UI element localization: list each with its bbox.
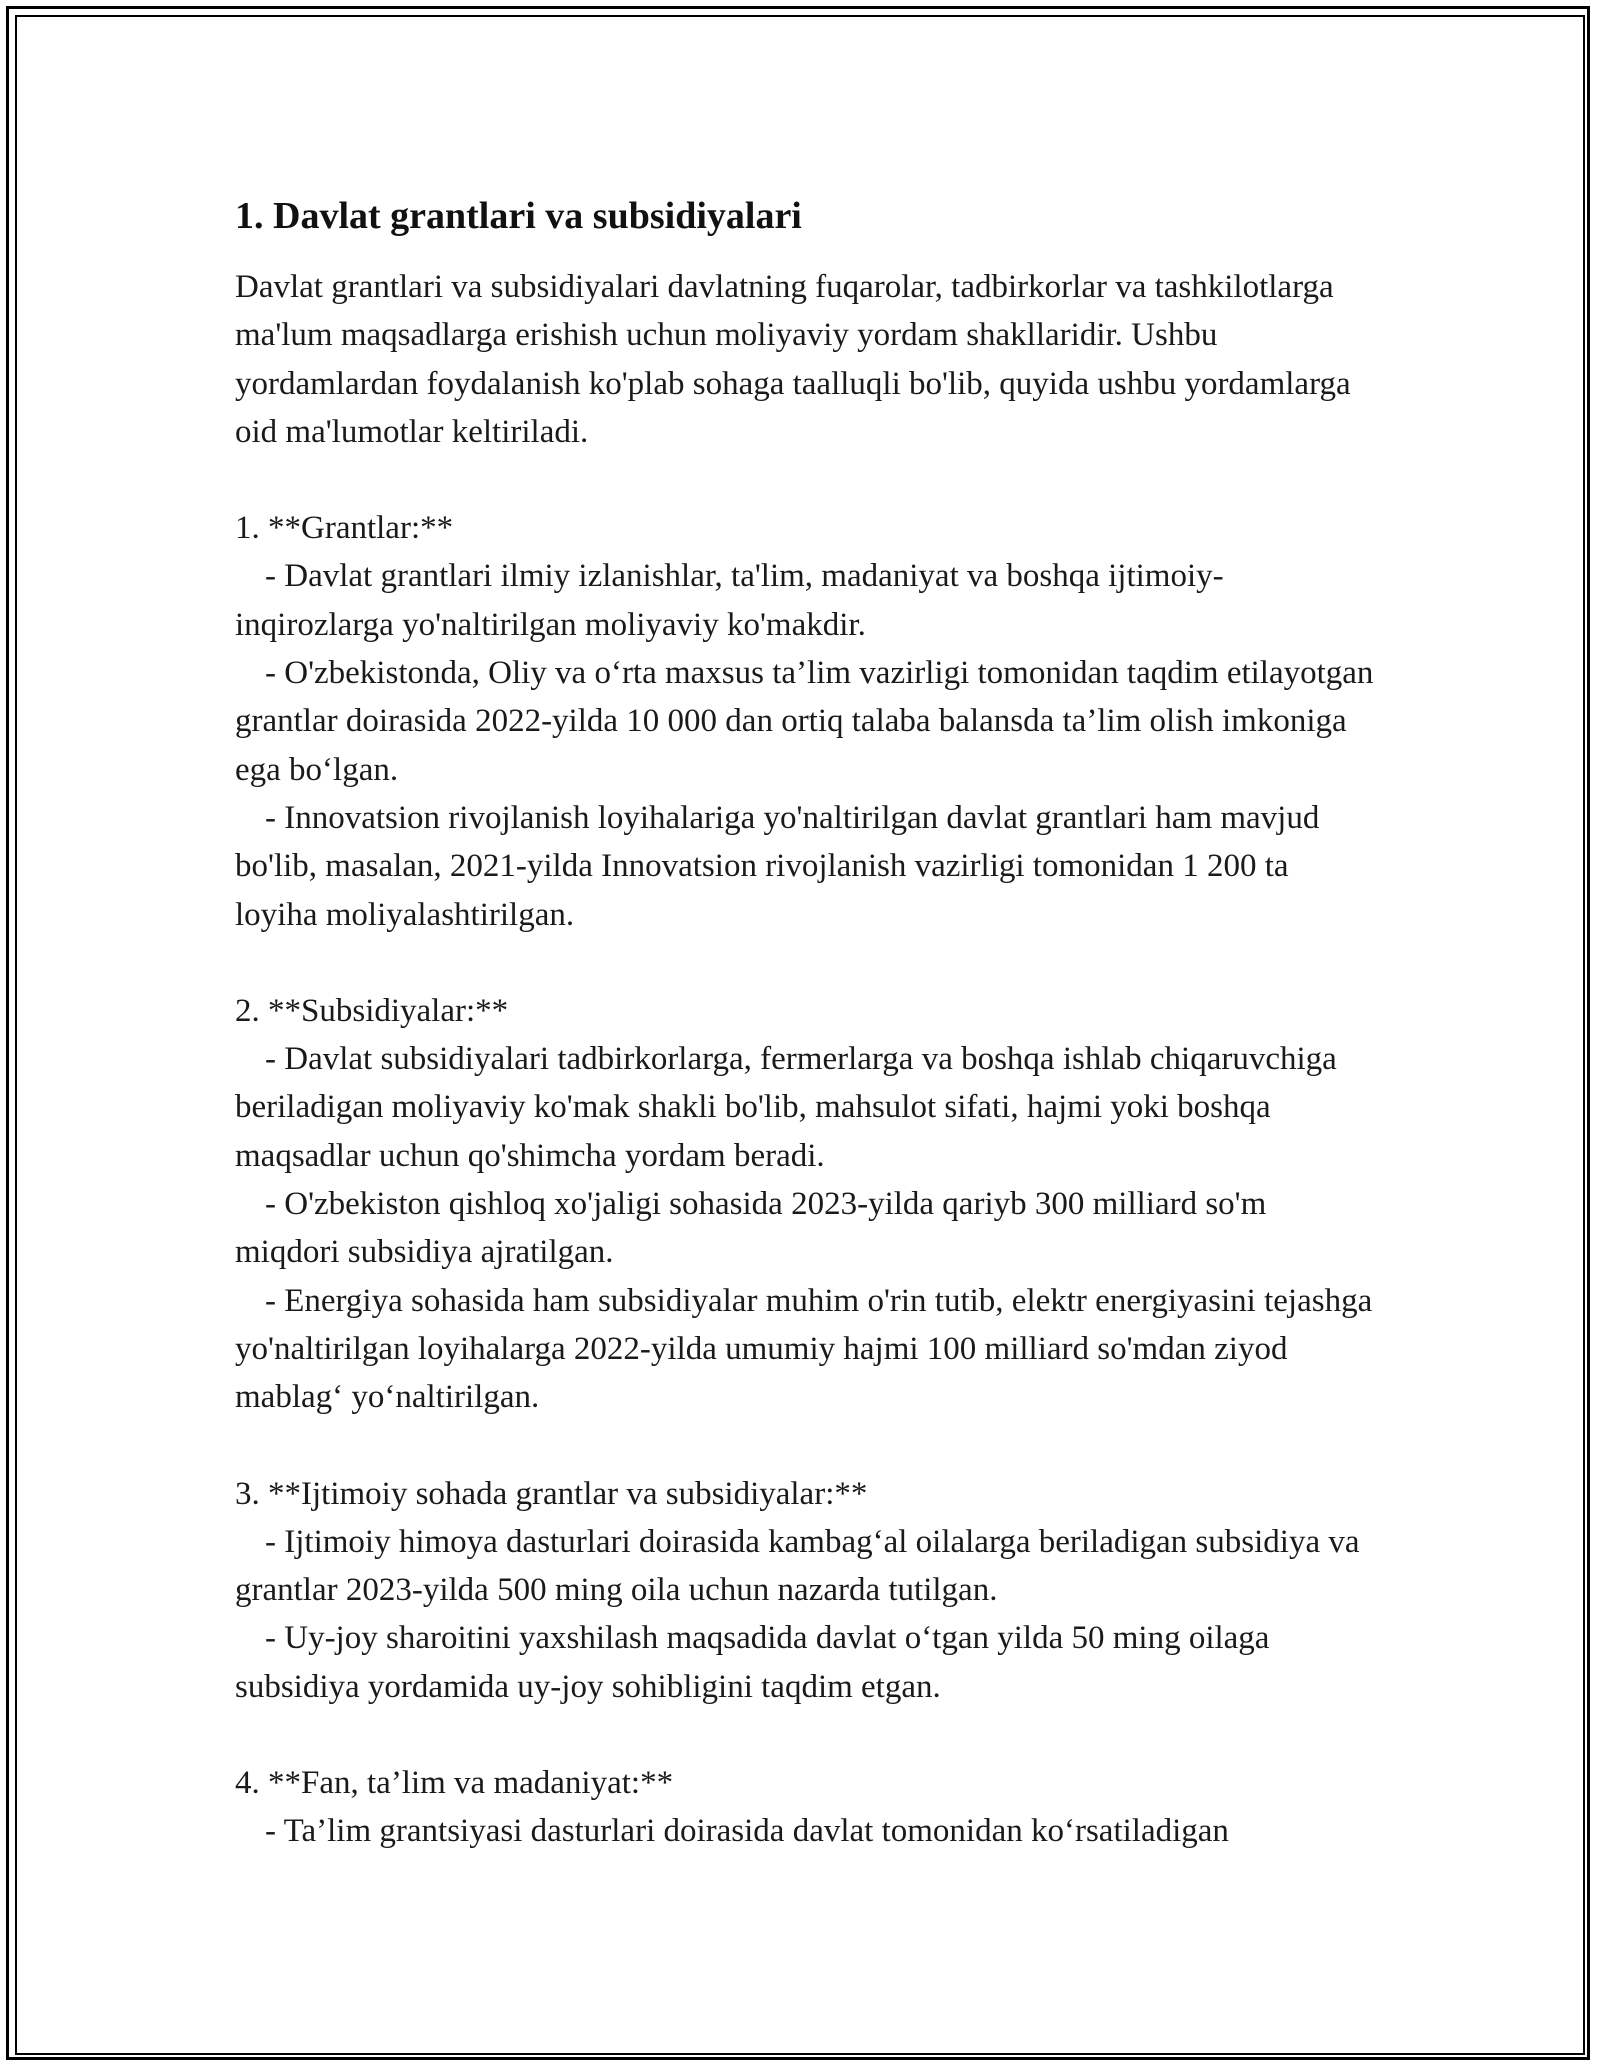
section-subsidiyalar: [235, 987, 1375, 1422]
section-fan-talim: [235, 1759, 1375, 1856]
section-heading: 4. **Fan, ta’lim va madaniyat:**: [235, 1765, 674, 1802]
section-heading: 1. **Grantlar:**: [235, 510, 454, 547]
list-item: - Innovatsion rivojlanish loyihalariga yo'naltirilgan davlat grantlari ham mavjud bo'lib, masalan, 2021-yilda Innovatsion rivojlanish vazirligi tomonidan 1 200 ta loyiha moliyalashtirilgan.: [235, 799, 1320, 933]
section-heading: 2. **Subsidiyalar:**: [235, 992, 509, 1029]
intro-paragraph: Davlat grantlari va subsidiyalari davlatning fuqarolar, tadbirkorlar va tashkilotlarga ma'lum maqsadlarga erishish uchun moliyaviy yordam shakllaridir. Ushbu yordamlardan foydalanish ko'plab sohaga taalluqli bo'lib, quyida ushbu yordamlarga oid ma'lumotlar keltiriladi.: [235, 269, 1351, 450]
list-item: - O'zbekiston qishloq xo'jaligi sohasida 2023-yilda qariyb 300 milliard so'm miqdori subsidiya ajratilgan.: [235, 1186, 1267, 1271]
list-item: - Energiya sohasida ham subsidiyalar muhim o'rin tutib, elektr energiyasini tejashga yo'naltirilgan loyihalarga 2022-yilda umumiy hajmi 100 milliard so'mdan ziyod mablag‘ yo‘naltirilgan.: [235, 1282, 1373, 1416]
list-item: - Uy-joy sharoitini yaxshilash maqsadida davlat o‘tgan yilda 50 ming oilaga subsidiya yordamida uy-joy sohibligini taqdim etgan.: [235, 1620, 1270, 1705]
list-item: - Davlat subsidiyalari tadbirkorlarga, fermerlarga va boshqa ishlab chiqaruvchiga beriladigan moliyaviy ko'mak shakli bo'lib, mahsulot sifati, hajmi yoki boshqa maqsadlar uchun qo'shimcha yordam beradi.: [235, 1041, 1337, 1174]
document-body: [235, 190, 1375, 1856]
section-grantlar: [235, 504, 1375, 939]
list-item: - Ijtimoiy himoya dasturlari doirasida kambag‘al oilalarga beriladigan subsidiya va grantlar 2023-yilda 500 ming oila uchun nazarda tutilgan.: [235, 1523, 1360, 1609]
list-item: - Ta’lim grantsiyasi dasturlari doirasida davlat tomonidan ko‘rsatiladigan: [265, 1813, 1229, 1850]
section-heading: 3. **Ijtimoiy sohada grantlar va subsidiyalar:**: [235, 1475, 868, 1512]
list-item: - O'zbekistonda, Oliy va o‘rta maxsus ta’lim vazirligi tomonidan taqdim etilayotgan grantlar doirasida 2022-yilda 10 000 dan ortiq talaba balansda ta’lim olish imkoniga ega bo‘lgan.: [235, 655, 1374, 788]
list-item: - Davlat grantlari ilmiy izlanishlar, ta'lim, madaniyat va boshqa ijtimoiy-inqirozlarga yo'naltirilgan moliyaviy ko'makdir.: [235, 558, 1224, 643]
document-title: 1. Davlat grantlari va subsidiyalari: [235, 195, 802, 237]
section-ijtimoiy: [235, 1470, 1375, 1711]
